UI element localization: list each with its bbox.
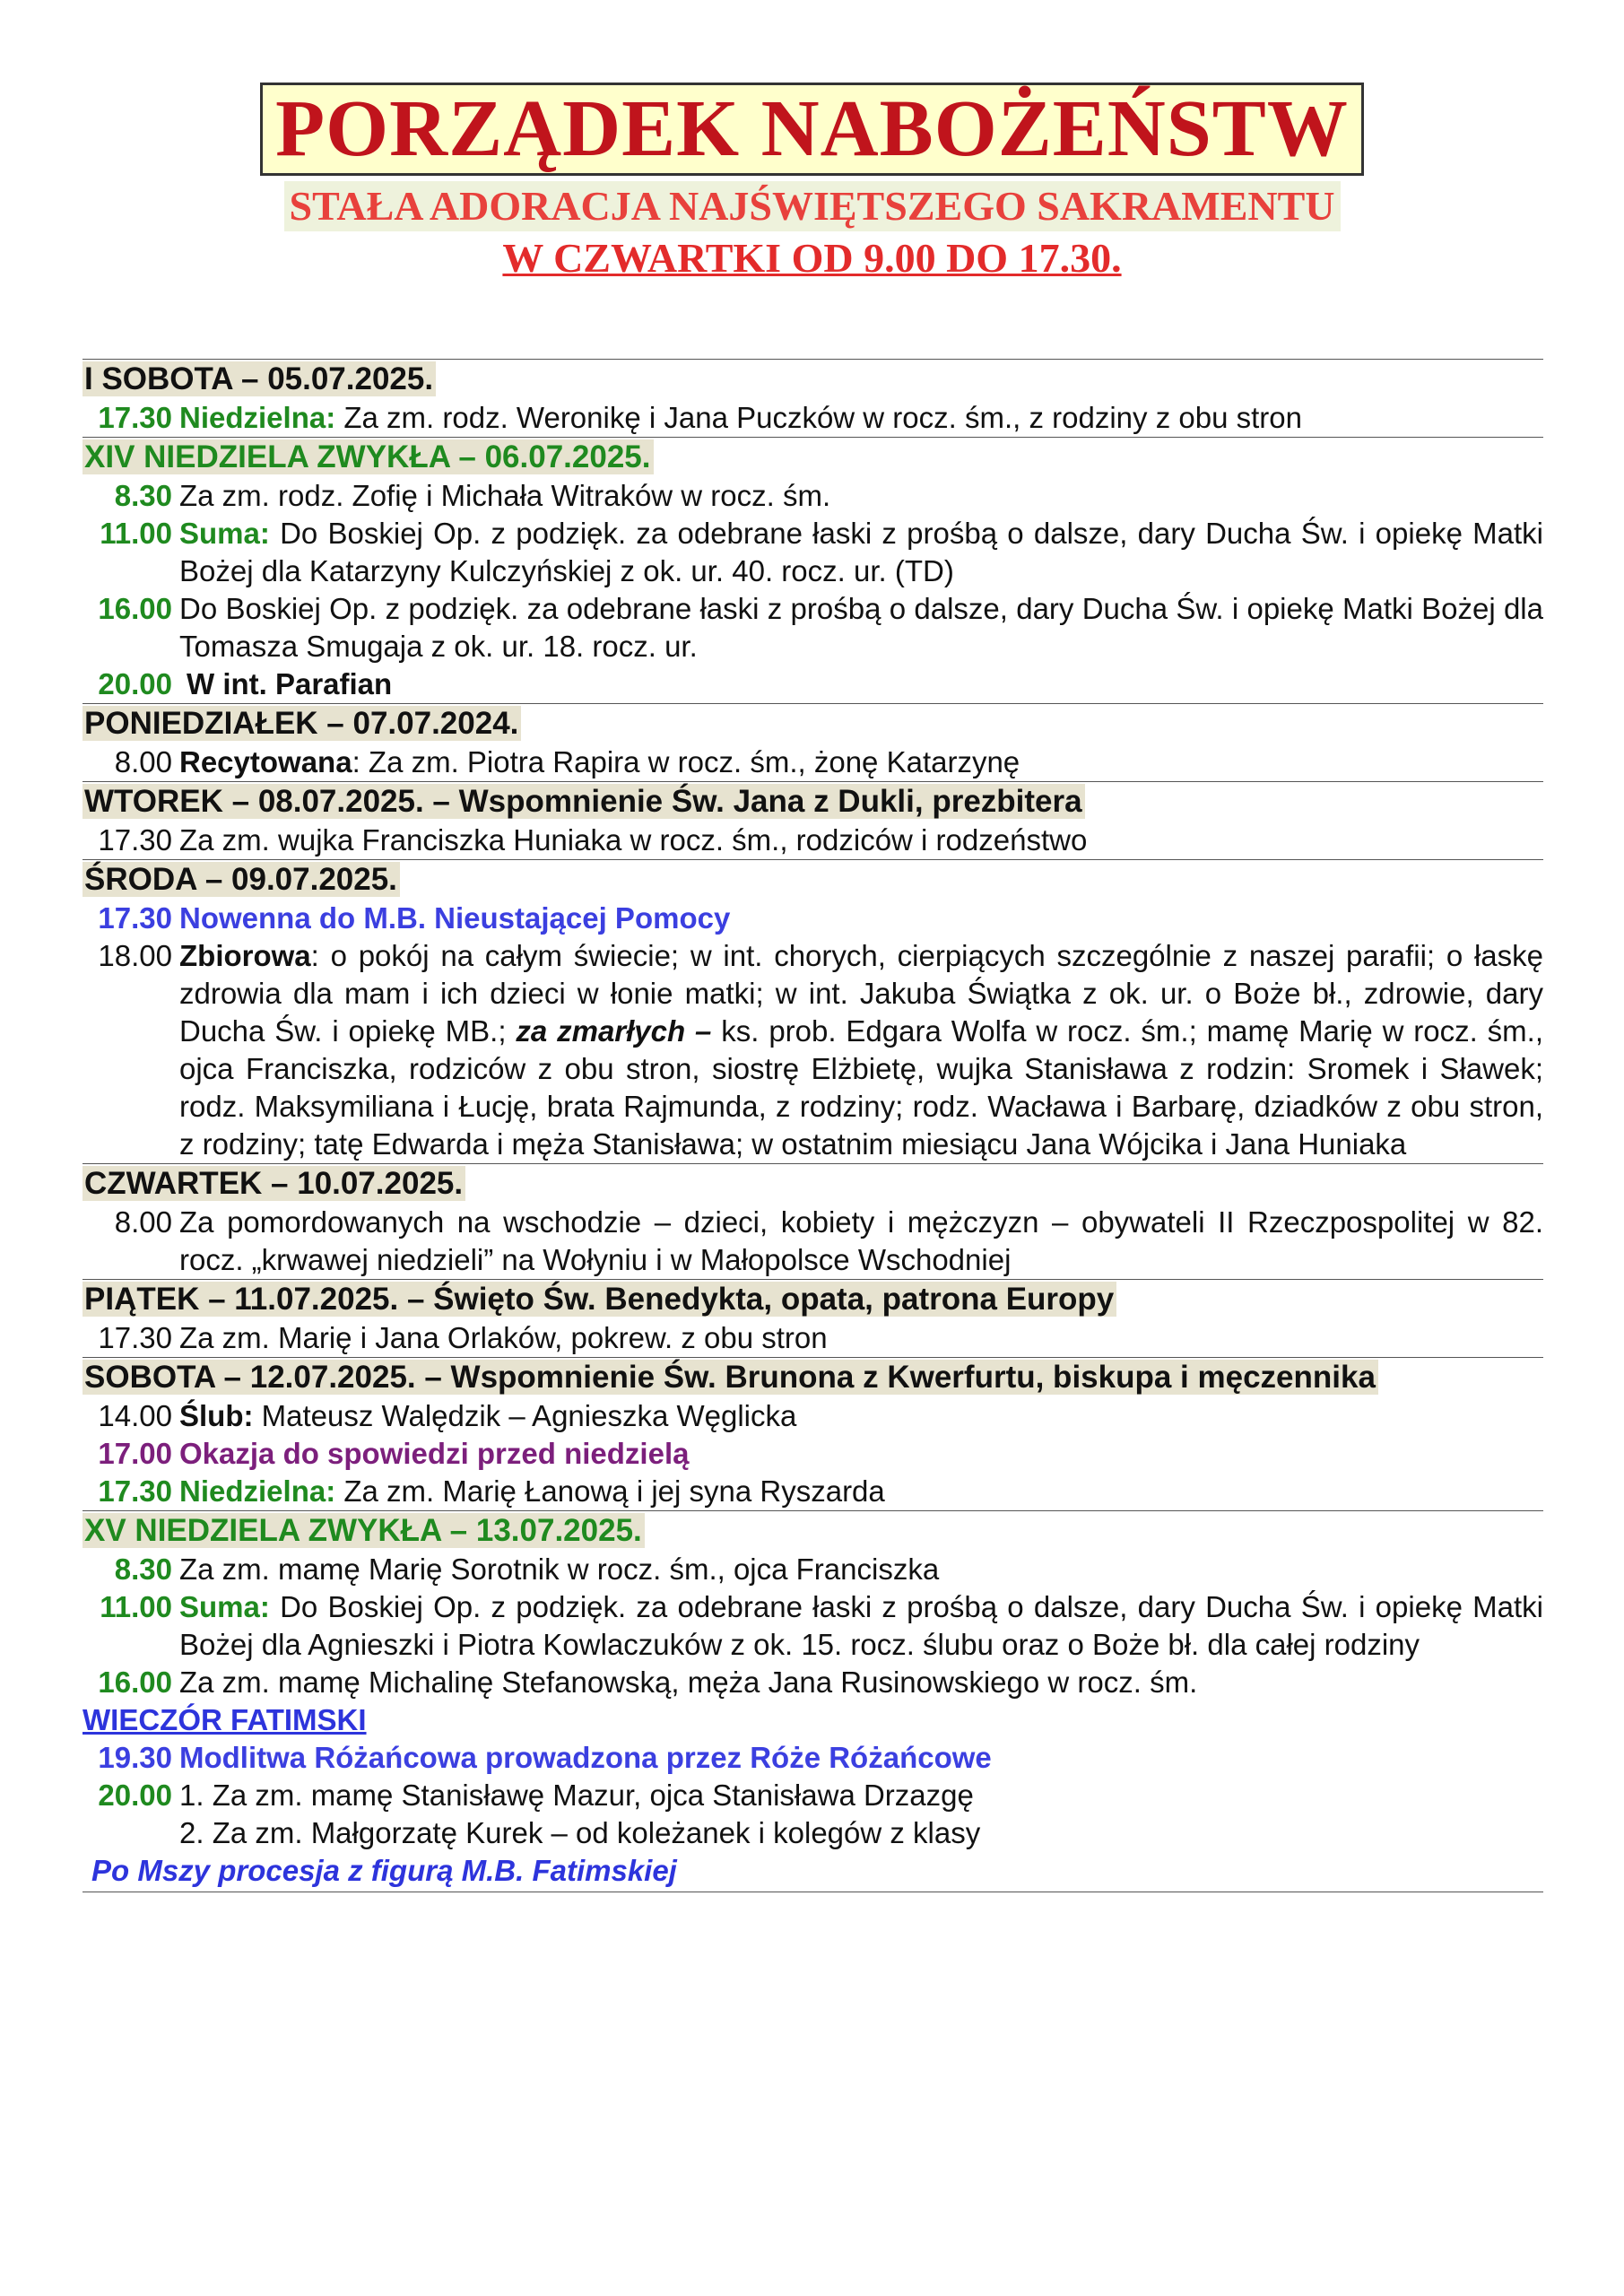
day-heading: WTOREK – 08.07.2025. – Wspomnienie Św. Jana z Dukli, prezbitera xyxy=(83,781,1543,822)
mass-entry xyxy=(83,1435,1543,1473)
mass-intention: Za zm. wujka Franciszka Huniaka w rocz. śm., rodziców i rodzeństwo xyxy=(179,823,1088,857)
mass-intention: Za zm. rodz. Zofię i Michała Witraków w rocz. śm. xyxy=(179,479,831,512)
subtitle-czwartki: W CZWARTKI OD 9.00 DO 17.30. xyxy=(502,235,1122,281)
mass-entry xyxy=(83,937,1543,1163)
mass-intention: Do Boskiej Op. z podzięk. za odebrane łaski z prośbą o dalsze, dary Ducha Św. i opiekę Matki Bożej dla Katarzyny Kulczyńskiej z ok. ur. 40. rocz. ur. (TD) xyxy=(179,517,1543,587)
confession-text: Okazja do spowiedzi przed niedzielą xyxy=(179,1437,690,1470)
mass-time: 17.30 xyxy=(98,823,172,857)
mass-entry xyxy=(83,900,1543,937)
day-heading: I SOBOTA – 05.07.2025. xyxy=(83,359,1543,399)
mass-intention: Za zm. Marię Łanową i jej syna Ryszarda xyxy=(335,1474,885,1508)
mass-entry xyxy=(83,1588,1543,1664)
subtitle-adoracja: STAŁA ADORACJA NAJŚWIĘTSZEGO SAKRAMENTU xyxy=(284,181,1341,231)
novena-text: Nowenna do M.B. Nieustającej Pomocy xyxy=(179,901,731,935)
page-header xyxy=(0,83,1624,283)
mass-time: 8.30 xyxy=(114,1552,172,1586)
mass-time: 8.30 xyxy=(114,479,172,512)
mass-intention: 2. Za zm. Małgorzatę Kurek – od koleżanek i kolegów z klasy xyxy=(179,1816,981,1849)
mass-time: 17.30 xyxy=(98,1474,172,1508)
mass-time: 19.30 xyxy=(98,1741,172,1774)
mass-label: Suma: xyxy=(179,1590,270,1623)
mass-time: 16.00 xyxy=(98,1665,172,1699)
mass-entry xyxy=(83,1319,1543,1357)
mass-time: 14.00 xyxy=(98,1399,172,1432)
mass-time: 11.00 xyxy=(100,517,172,550)
mass-intention: Za zm. rodz. Weronikę i Jana Puczków w rocz. śm., z rodziny z obu stron xyxy=(335,401,1302,434)
mass-time: 16.00 xyxy=(98,592,172,625)
mass-entry xyxy=(83,1204,1543,1279)
day-heading: XV NIEDZIELA ZWYKŁA – 13.07.2025. xyxy=(83,1510,1543,1551)
mass-intention: Za zm. mamę Marię Sorotnik w rocz. śm., ojca Franciszka xyxy=(179,1552,940,1586)
mass-entry xyxy=(83,665,1543,703)
schedule xyxy=(83,359,1543,1892)
day-heading: CZWARTEK – 10.07.2025. xyxy=(83,1163,1543,1204)
mass-intention: Do Boskiej Op. z podzięk. za odebrane łaski z prośbą o dalsze, dary Ducha Św. i opiekę Matki Bożej dla Agnieszki i Piotra Kowlaczuków z ok. 15. rocz. ślubu oraz o Boże bł. dla całej rodziny xyxy=(179,1590,1543,1661)
mass-time: 17.00 xyxy=(98,1437,172,1470)
mass-intention: : o pokój na całym świecie; w int. chorych, cierpiących szczególnie z naszej parafii; o łaskę zdrowia dla mam i ich dzieci w łonie matki; w int. Jakuba Świątka z ok. ur. o Boże bł., zdrowie, dary Ducha Św. i opiekę MB.; xyxy=(179,939,1543,1048)
mass-intention-cont: ks. prob. Edgara Wolfa w rocz. śm.; mamę Marię w rocz. śm., ojca Franciszka, rodziców z obu stron, siostrę Elżbietę, wujka Stanisława z rodzin: Sromek i Sławek; rodz. Maksymiliana i Łucję, brata Rajmunda, z rodziny; rodz. Wacława i Barbarę, dziadków z obu stron, z rodziny; tatę Edwarda i męża Stanisława; w ostatnim miesiącu Jana Wójcika i Jana Huniaka xyxy=(179,1014,1543,1161)
day-heading: ŚRODA – 09.07.2025. xyxy=(83,859,1543,900)
mass-entry xyxy=(83,1473,1543,1510)
day-heading: XIV NIEDZIELA ZWYKŁA – 06.07.2025. xyxy=(83,437,1543,477)
mass-time: 17.30 xyxy=(98,1321,172,1354)
mass-label: Niedzielna: xyxy=(179,1474,336,1508)
mass-entry xyxy=(83,1739,1543,1777)
mass-entry xyxy=(83,477,1543,515)
mass-intention: Do Boskiej Op. z podzięk. za odebrane łaski z prośbą o dalsze, dary Ducha Św. i opiekę Matki Bożej dla Tomasza Smugaja z ok. ur. 18. rocz. ur. xyxy=(179,592,1543,663)
mass-intention: Za pomordowanych na wschodzie – dzieci, kobiety i mężczyzn – obywateli II Rzeczpospolitej w 82. rocz. „krwawej niedzieli” na Wołyniu i w Małopolsce Wschodniej xyxy=(179,1205,1543,1276)
mass-entry xyxy=(83,399,1543,437)
mass-label: Zbiorowa xyxy=(179,939,311,972)
mass-intention: 1. Za zm. mamę Stanisławę Mazur, ojca Stanisława Drzazgę xyxy=(179,1779,974,1812)
mass-entry xyxy=(83,515,1543,590)
mass-time: 18.00 xyxy=(98,939,172,972)
mass-entry xyxy=(83,744,1543,781)
mass-intention: Za zm. mamę Michalinę Stefanowską, męża Jana Rusinowskiego w rocz. śm. xyxy=(179,1665,1198,1699)
mass-entry xyxy=(83,822,1543,859)
mass-entry xyxy=(83,590,1543,665)
mass-intention: : Za zm. Piotra Rapira w rocz. śm., żonę Katarzynę xyxy=(352,745,1020,778)
mass-label: Niedzielna: xyxy=(179,401,336,434)
mass-label: Ślub: xyxy=(179,1399,254,1432)
mass-time: 20.00 xyxy=(98,667,172,700)
mass-time: 20.00 xyxy=(98,1779,172,1812)
emphasis: za zmarłych – xyxy=(516,1014,712,1048)
mass-time: 11.00 xyxy=(100,1590,172,1623)
day-heading: PONIEDZIAŁEK – 07.07.2024. xyxy=(83,703,1543,744)
mass-intention: Mateusz Walędzik – Agnieszka Węglicka xyxy=(253,1399,797,1432)
mass-entry xyxy=(83,1777,1543,1852)
mass-time: 17.30 xyxy=(98,401,172,434)
fatima-evening-title: WIECZÓR FATIMSKI xyxy=(83,1703,367,1736)
procession-note: Po Mszy procesja z figurą M.B. Fatimskiej xyxy=(91,1854,677,1887)
mass-entry xyxy=(83,1551,1543,1588)
mass-label: Recytowana xyxy=(179,745,352,778)
mass-intention: W int. Parafian xyxy=(187,667,393,700)
mass-time: 8.00 xyxy=(114,745,172,778)
mass-time: 17.30 xyxy=(98,901,172,935)
day-heading: PIĄTEK – 11.07.2025. – Święto Św. Benedykta, opata, patrona Europy xyxy=(83,1279,1543,1319)
mass-intention: Za zm. Marię i Jana Orlaków, pokrew. z obu stron xyxy=(179,1321,828,1354)
mass-time: 8.00 xyxy=(114,1205,172,1239)
day-heading: SOBOTA – 12.07.2025. – Wspomnienie Św. Brunona z Kwerfurtu, biskupa i męczennika xyxy=(83,1357,1543,1397)
mass-entry xyxy=(83,1664,1543,1701)
rosary-text: Modlitwa Różańcowa prowadzona przez Róże Różańcowe xyxy=(179,1741,992,1774)
title-box xyxy=(260,83,1364,176)
mass-entry xyxy=(83,1397,1543,1435)
mass-label: Suma: xyxy=(179,517,270,550)
page-title: PORZĄDEK NABOŻEŃSTW xyxy=(275,84,1349,173)
